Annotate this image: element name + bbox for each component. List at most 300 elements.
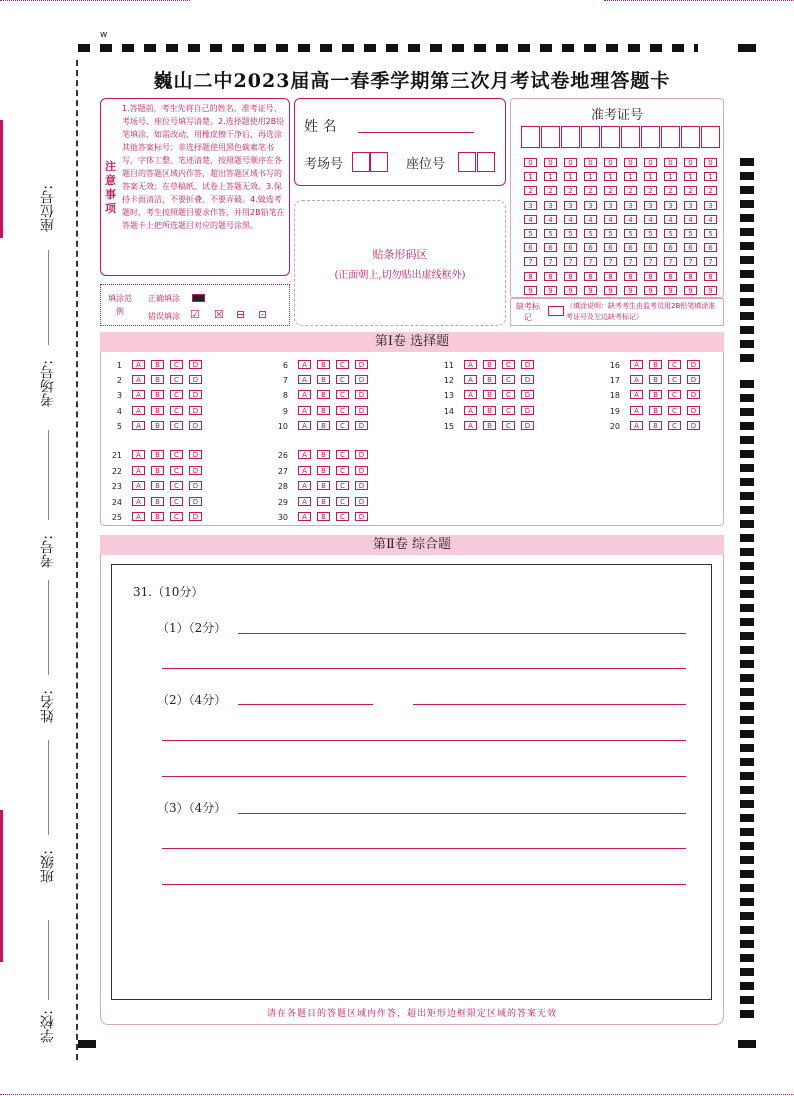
exam-id-digit-bubble[interactable]: 4 (644, 215, 657, 224)
option-bubble[interactable]: C (336, 390, 349, 399)
option-bubble[interactable]: D (521, 406, 534, 415)
exam-id-digit-bubble[interactable]: 8 (544, 272, 557, 281)
option-bubble[interactable]: B (317, 360, 330, 369)
option-bubble[interactable]: D (355, 466, 368, 475)
option-bubble[interactable]: C (668, 390, 681, 399)
exam-id-digit-bubble[interactable]: 0 (544, 158, 557, 167)
option-bubble[interactable]: A (464, 360, 477, 369)
right-timing-mark (740, 242, 754, 250)
exam-id-digit-bubble[interactable]: 0 (564, 158, 577, 167)
option-bubble[interactable]: C (336, 360, 349, 369)
option-bubble[interactable]: D (189, 450, 202, 459)
option-bubble[interactable]: D (687, 406, 700, 415)
option-bubble[interactable]: B (317, 406, 330, 415)
question-number: 15 (443, 421, 454, 431)
option-bubble[interactable]: D (355, 375, 368, 384)
exam-id-digit-bubble[interactable]: 3 (584, 201, 597, 210)
exam-id-digit-bubble[interactable]: 1 (704, 172, 717, 181)
answer-line[interactable] (162, 740, 686, 741)
option-bubble[interactable]: C (336, 375, 349, 384)
exam-id-digit-bubble[interactable]: 5 (624, 229, 637, 238)
exam-id-digit-bubble[interactable]: 2 (544, 186, 557, 195)
exam-id-digit-bubble[interactable]: 1 (524, 172, 537, 181)
exam-id-digit-bubble[interactable]: 8 (624, 272, 637, 281)
right-timing-mark (740, 604, 754, 612)
exam-id-digit-bubble[interactable]: 3 (624, 201, 637, 210)
exam-id-digit-bubble[interactable]: 1 (664, 172, 677, 181)
exam-id-write-box[interactable] (581, 126, 600, 148)
option-bubble[interactable]: A (464, 375, 477, 384)
option-bubble[interactable]: D (189, 360, 202, 369)
right-timing-mark (740, 716, 754, 724)
option-bubble[interactable]: A (464, 406, 477, 415)
question-number: 12 (443, 376, 454, 386)
option-bubble[interactable]: B (649, 406, 662, 415)
right-timing-mark (740, 814, 754, 822)
exam-id-digit-bubble[interactable]: 4 (684, 215, 697, 224)
option-bubble[interactable]: C (336, 421, 349, 430)
exam-id-digit-bubble[interactable]: 8 (644, 272, 657, 281)
exam-id-write-box[interactable] (641, 126, 660, 148)
exam-id-digit-bubble[interactable]: 3 (644, 201, 657, 210)
option-bubble[interactable]: B (483, 406, 496, 415)
exam-id-digit-bubble[interactable]: 6 (704, 243, 717, 252)
option-bubble[interactable]: B (317, 390, 330, 399)
option-bubble[interactable]: C (668, 375, 681, 384)
exam-id-digit-bubble[interactable]: 6 (584, 243, 597, 252)
exam-id-digit-bubble[interactable]: 9 (664, 286, 677, 295)
exam-id-digit-bubble[interactable]: 2 (684, 186, 697, 195)
name-field[interactable] (358, 132, 474, 133)
exam-id-digit-bubble[interactable]: 8 (564, 272, 577, 281)
exam-id-digit-bubble[interactable]: 7 (564, 257, 577, 266)
option-bubble[interactable]: C (502, 360, 515, 369)
option-bubble[interactable]: A (132, 360, 145, 369)
exam-id-digit-bubble[interactable]: 6 (564, 243, 577, 252)
option-bubble[interactable]: B (483, 360, 496, 369)
question-number: 22 (111, 466, 122, 476)
option-bubble[interactable]: B (317, 512, 330, 521)
option-bubble[interactable]: D (521, 360, 534, 369)
exam-id-digit-bubble[interactable]: 2 (564, 186, 577, 195)
exam-id-digit-bubble[interactable]: 6 (624, 243, 637, 252)
option-bubble[interactable]: A (630, 421, 643, 430)
exam-id-digit-bubble[interactable]: 6 (544, 243, 557, 252)
option-bubble[interactable]: B (317, 375, 330, 384)
right-timing-mark (740, 996, 754, 1004)
right-timing-mark (740, 312, 754, 320)
option-bubble[interactable]: A (298, 497, 311, 506)
exam-id-digit-bubble[interactable]: 9 (624, 286, 637, 295)
option-bubble[interactable]: C (502, 406, 515, 415)
option-bubble[interactable]: D (355, 481, 368, 490)
exam-id-digit-bubble[interactable]: 0 (704, 158, 717, 167)
exam-id-digit-bubble[interactable]: 9 (564, 286, 577, 295)
option-bubble[interactable]: C (170, 390, 183, 399)
option-bubble[interactable]: B (649, 390, 662, 399)
option-bubble[interactable]: B (483, 390, 496, 399)
exam-id-digit-bubble[interactable]: 2 (644, 186, 657, 195)
exam-id-digit-bubble[interactable]: 7 (644, 257, 657, 266)
exam-id-write-box[interactable] (601, 126, 620, 148)
option-bubble[interactable]: B (151, 466, 164, 475)
absent-mark-box[interactable] (548, 306, 564, 316)
answer-line[interactable] (238, 813, 686, 814)
exam-id-write-box[interactable] (541, 126, 560, 148)
option-bubble[interactable]: B (649, 421, 662, 430)
exam-id-digit-bubble[interactable]: 5 (604, 229, 617, 238)
exam-id-digit-bubble[interactable]: 1 (644, 172, 657, 181)
exam-id-write-box[interactable] (701, 126, 720, 148)
right-timing-mark (740, 284, 754, 292)
sub-question-2: （2）（4分） (157, 693, 227, 707)
answer-line[interactable] (162, 668, 686, 669)
option-bubble[interactable]: D (189, 497, 202, 506)
option-bubble[interactable]: D (189, 466, 202, 475)
exam-id-digit-bubble[interactable]: 3 (704, 201, 717, 210)
side-label-room: 考场号: (40, 360, 56, 407)
option-bubble[interactable]: D (355, 390, 368, 399)
right-timing-mark (740, 408, 754, 416)
exam-id-digit-bubble[interactable]: 8 (704, 272, 717, 281)
exam-id-digit-bubble[interactable]: 9 (524, 286, 537, 295)
exam-id-digit-bubble[interactable]: 1 (544, 172, 557, 181)
option-bubble[interactable]: C (170, 512, 183, 521)
option-bubble[interactable]: C (170, 466, 183, 475)
exam-id-write-box[interactable] (561, 126, 580, 148)
question-number: 4 (116, 406, 122, 416)
exam-id-write-box[interactable] (661, 126, 680, 148)
question-number: 1 (116, 361, 122, 370)
exam-id-digit-bubble[interactable]: 8 (604, 272, 617, 281)
option-bubble[interactable]: B (317, 497, 330, 506)
exam-id-digit-bubble[interactable]: 1 (564, 172, 577, 181)
option-bubble[interactable]: C (170, 375, 183, 384)
right-timing-mark (740, 982, 754, 990)
question-number: 6 (282, 361, 288, 370)
option-bubble[interactable]: B (317, 481, 330, 490)
option-bubble[interactable]: C (170, 406, 183, 415)
exam-id-digit-bubble[interactable]: 5 (524, 229, 537, 238)
option-bubble[interactable]: D (355, 512, 368, 521)
exam-id-digit-bubble[interactable]: 4 (544, 215, 557, 224)
exam-id-digit-bubble[interactable]: 6 (524, 243, 537, 252)
exam-id-digit-bubble[interactable]: 7 (664, 257, 677, 266)
side-label-name: 姓名: (40, 690, 56, 723)
option-bubble[interactable]: A (132, 497, 145, 506)
option-bubble[interactable]: A (132, 390, 145, 399)
right-timing-mark (740, 158, 754, 166)
option-bubble[interactable]: A (298, 406, 311, 415)
option-bubble[interactable]: C (668, 421, 681, 430)
exam-id-digit-bubble[interactable]: 4 (584, 215, 597, 224)
option-bubble[interactable]: C (502, 421, 515, 430)
option-bubble[interactable]: D (521, 421, 534, 430)
exam-id-digit-bubble[interactable]: 5 (544, 229, 557, 238)
right-timing-mark (740, 884, 754, 892)
exam-id-digit-bubble[interactable]: 1 (604, 172, 617, 181)
option-bubble[interactable]: A (630, 406, 643, 415)
option-bubble[interactable]: B (151, 406, 164, 415)
option-bubble[interactable]: B (151, 481, 164, 490)
option-bubble[interactable]: C (170, 360, 183, 369)
exam-id-digit-bubble[interactable]: 2 (604, 186, 617, 195)
exam-id-digit-bubble[interactable]: 9 (684, 286, 697, 295)
right-timing-mark (740, 562, 754, 570)
right-timing-mark (740, 492, 754, 500)
option-bubble[interactable]: D (189, 375, 202, 384)
exam-id-digit-bubble[interactable]: 4 (524, 215, 537, 224)
option-bubble[interactable]: C (336, 497, 349, 506)
option-bubble[interactable]: B (317, 466, 330, 475)
question-number: 20 (609, 421, 620, 431)
exam-id-write-box[interactable] (621, 126, 640, 148)
exam-id-digit-bubble[interactable]: 0 (524, 158, 537, 167)
barcode-title: 贴条形码区 (372, 248, 428, 261)
answer-line[interactable] (162, 884, 686, 885)
answer-line[interactable] (238, 633, 686, 634)
option-bubble[interactable]: C (336, 406, 349, 415)
exam-id-digit-bubble[interactable]: 5 (664, 229, 677, 238)
exam-id-digit-bubble[interactable]: 4 (604, 215, 617, 224)
option-bubble[interactable]: B (317, 421, 330, 430)
option-bubble[interactable]: C (336, 466, 349, 475)
room-digit-box[interactable] (352, 152, 370, 172)
exam-id-digit-bubble[interactable]: 8 (664, 272, 677, 281)
exam-id-digit-bubble[interactable]: 5 (564, 229, 577, 238)
option-bubble[interactable]: B (151, 421, 164, 430)
option-bubble[interactable]: D (355, 450, 368, 459)
option-bubble[interactable]: D (355, 406, 368, 415)
option-bubble[interactable]: C (336, 512, 349, 521)
corner-timing-mark (738, 1040, 756, 1048)
option-bubble[interactable]: B (483, 421, 496, 430)
exam-id-digit-bubble[interactable]: 9 (604, 286, 617, 295)
absent-label: 缺考标记 (516, 302, 540, 322)
option-bubble[interactable]: D (355, 421, 368, 430)
exam-id-digit-bubble[interactable]: 7 (624, 257, 637, 266)
option-bubble[interactable]: D (521, 390, 534, 399)
right-timing-mark (740, 800, 754, 808)
option-bubble[interactable]: B (649, 360, 662, 369)
exam-id-digit-bubble[interactable]: 0 (624, 158, 637, 167)
option-bubble[interactable]: C (170, 481, 183, 490)
option-bubble[interactable]: A (132, 406, 145, 415)
option-bubble[interactable]: D (189, 406, 202, 415)
seat-digit-box[interactable] (477, 152, 495, 172)
exam-id-digit-bubble[interactable]: 2 (704, 186, 717, 195)
exam-id-digit-bubble[interactable]: 0 (584, 158, 597, 167)
option-bubble[interactable]: D (687, 421, 700, 430)
exam-id-digit-bubble[interactable]: 2 (664, 186, 677, 195)
exam-id-digit-bubble[interactable]: 8 (584, 272, 597, 281)
option-bubble[interactable]: B (151, 450, 164, 459)
option-bubble[interactable]: D (355, 497, 368, 506)
option-bubble[interactable]: A (132, 450, 145, 459)
option-bubble[interactable]: C (170, 497, 183, 506)
exam-id-digit-bubble[interactable]: 5 (644, 229, 657, 238)
option-bubble[interactable]: D (189, 421, 202, 430)
exam-id-digit-bubble[interactable]: 1 (684, 172, 697, 181)
wrong-fill-label: 错误填涂 (148, 312, 180, 321)
option-bubble[interactable]: A (298, 481, 311, 490)
right-timing-mark (740, 380, 754, 388)
exam-id-digit-bubble[interactable]: 6 (604, 243, 617, 252)
exam-id-digit-bubble[interactable]: 2 (584, 186, 597, 195)
answer-line[interactable] (162, 848, 686, 849)
option-bubble[interactable]: C (170, 450, 183, 459)
exam-id-digit-bubble[interactable]: 6 (644, 243, 657, 252)
right-timing-mark (740, 632, 754, 640)
exam-id-digit-bubble[interactable]: 7 (584, 257, 597, 266)
exam-id-write-box[interactable] (521, 126, 540, 148)
answer-line[interactable] (238, 704, 373, 705)
option-bubble[interactable]: A (132, 375, 145, 384)
exam-id-digit-bubble[interactable]: 0 (644, 158, 657, 167)
option-bubble[interactable]: A (132, 512, 145, 521)
option-bubble[interactable]: A (464, 421, 477, 430)
exam-id-write-box[interactable] (681, 126, 700, 148)
option-bubble[interactable]: D (189, 390, 202, 399)
exam-id-digit-bubble[interactable]: 5 (584, 229, 597, 238)
right-timing-mark (740, 954, 754, 962)
exam-id-digit-bubble[interactable]: 7 (544, 257, 557, 266)
seat-digit-box[interactable] (458, 152, 476, 172)
exam-id-digit-bubble[interactable]: 1 (624, 172, 637, 181)
option-bubble[interactable]: D (189, 481, 202, 490)
right-timing-mark (740, 436, 754, 444)
option-bubble[interactable]: C (668, 360, 681, 369)
option-bubble[interactable]: A (298, 466, 311, 475)
option-bubble[interactable]: D (189, 512, 202, 521)
right-timing-mark (740, 478, 754, 486)
exam-id-digit-bubble[interactable]: 2 (624, 186, 637, 195)
option-bubble[interactable]: A (298, 512, 311, 521)
option-bubble[interactable]: D (521, 375, 534, 384)
option-bubble[interactable]: A (298, 360, 311, 369)
right-timing-mark (740, 730, 754, 738)
exam-id-digit-bubble[interactable]: 3 (664, 201, 677, 210)
right-timing-mark (740, 926, 754, 934)
exam-id-digit-bubble[interactable]: 5 (704, 229, 717, 238)
option-bubble[interactable]: A (132, 466, 145, 475)
option-bubble[interactable]: C (502, 390, 515, 399)
absent-note: （填涂说明：缺考考生由监考员用2B铅笔填涂准考证号及左边缺考标记） (566, 302, 716, 321)
answer-line[interactable] (413, 704, 686, 705)
exam-id-digit-bubble[interactable]: 9 (584, 286, 597, 295)
exam-id-digit-bubble[interactable]: 2 (524, 186, 537, 195)
right-timing-mark (740, 758, 754, 766)
option-bubble[interactable]: C (668, 406, 681, 415)
option-bubble[interactable]: A (298, 421, 311, 430)
option-bubble[interactable]: D (687, 390, 700, 399)
option-bubble[interactable]: B (317, 450, 330, 459)
option-bubble[interactable]: A (298, 390, 311, 399)
barcode-area[interactable] (294, 200, 506, 326)
option-bubble[interactable]: C (170, 421, 183, 430)
exam-id-digit-bubble[interactable]: 9 (704, 286, 717, 295)
exam-id-digit-bubble[interactable]: 0 (684, 158, 697, 167)
option-bubble[interactable]: A (298, 450, 311, 459)
exam-id-digit-bubble[interactable]: 9 (544, 286, 557, 295)
exam-id-digit-bubble[interactable]: 4 (624, 215, 637, 224)
option-bubble[interactable]: C (336, 481, 349, 490)
exam-id-digit-bubble[interactable]: 3 (684, 201, 697, 210)
question-number: 29 (277, 497, 288, 507)
option-bubble[interactable]: A (630, 360, 643, 369)
option-bubble[interactable]: D (687, 360, 700, 369)
option-bubble[interactable]: A (132, 421, 145, 430)
option-bubble[interactable]: C (502, 375, 515, 384)
option-bubble[interactable]: B (649, 375, 662, 384)
exam-id-digit-bubble[interactable]: 0 (604, 158, 617, 167)
exam-id-digit-bubble[interactable]: 7 (524, 257, 537, 266)
exam-id-digit-bubble[interactable]: 8 (524, 272, 537, 281)
right-timing-mark (740, 870, 754, 878)
exam-id-digit-bubble[interactable]: 3 (524, 201, 537, 210)
side-label-exam-no: 考号: (40, 535, 56, 568)
answer-line[interactable] (162, 776, 686, 777)
exam-id-digit-bubble[interactable]: 5 (684, 229, 697, 238)
exam-id-digit-bubble[interactable]: 9 (644, 286, 657, 295)
exam-id-digit-bubble[interactable]: 4 (564, 215, 577, 224)
option-bubble[interactable]: A (132, 481, 145, 490)
exam-id-digit-bubble[interactable]: 7 (604, 257, 617, 266)
option-bubble[interactable]: A (630, 375, 643, 384)
option-bubble[interactable]: A (630, 390, 643, 399)
exam-id-digit-bubble[interactable]: 7 (684, 257, 697, 266)
exam-id-digit-bubble[interactable]: 6 (684, 243, 697, 252)
option-bubble[interactable]: A (298, 375, 311, 384)
right-timing-mark (740, 256, 754, 264)
fill-example-label: 填涂范例 (108, 294, 132, 316)
option-bubble[interactable]: B (151, 497, 164, 506)
right-timing-mark (740, 1010, 754, 1018)
exam-id-digit-bubble[interactable]: 1 (584, 172, 597, 181)
right-timing-mark (740, 228, 754, 236)
option-bubble[interactable]: D (355, 360, 368, 369)
right-timing-mark (740, 772, 754, 780)
exam-id-digit-bubble[interactable]: 6 (664, 243, 677, 252)
exam-id-digit-bubble[interactable]: 3 (564, 201, 577, 210)
correct-fill-label: 正确填涂 (148, 294, 180, 303)
option-bubble[interactable]: B (151, 512, 164, 521)
option-bubble[interactable]: D (687, 375, 700, 384)
option-bubble[interactable]: B (483, 375, 496, 384)
option-bubble[interactable]: B (151, 360, 164, 369)
exam-id-digit-bubble[interactable]: 7 (704, 257, 717, 266)
right-timing-mark (740, 186, 754, 194)
exam-id-digit-bubble[interactable]: 0 (664, 158, 677, 167)
page-title: 巍山二中2023届高一春季学期第三次月考试卷地理答题卡 (153, 70, 671, 92)
option-bubble[interactable]: C (336, 450, 349, 459)
seat-label: 座位号 (406, 157, 446, 172)
exam-id-digit-bubble[interactable]: 3 (604, 201, 617, 210)
option-bubble[interactable]: B (151, 375, 164, 384)
exam-id-digit-bubble[interactable]: 8 (684, 272, 697, 281)
exam-id-digit-bubble[interactable]: 4 (704, 215, 717, 224)
exam-id-digit-bubble[interactable]: 4 (664, 215, 677, 224)
option-bubble[interactable]: B (151, 390, 164, 399)
option-bubble[interactable]: A (464, 390, 477, 399)
wrong-fill-sample-2: ☒ (214, 308, 224, 321)
room-digit-box[interactable] (370, 152, 388, 172)
question-31: 31.（10分） (133, 585, 204, 599)
exam-id-digit-bubble[interactable]: 3 (544, 201, 557, 210)
corner-timing-mark (78, 1040, 96, 1048)
question-number: 7 (282, 376, 288, 386)
correct-fill-sample (192, 294, 205, 302)
